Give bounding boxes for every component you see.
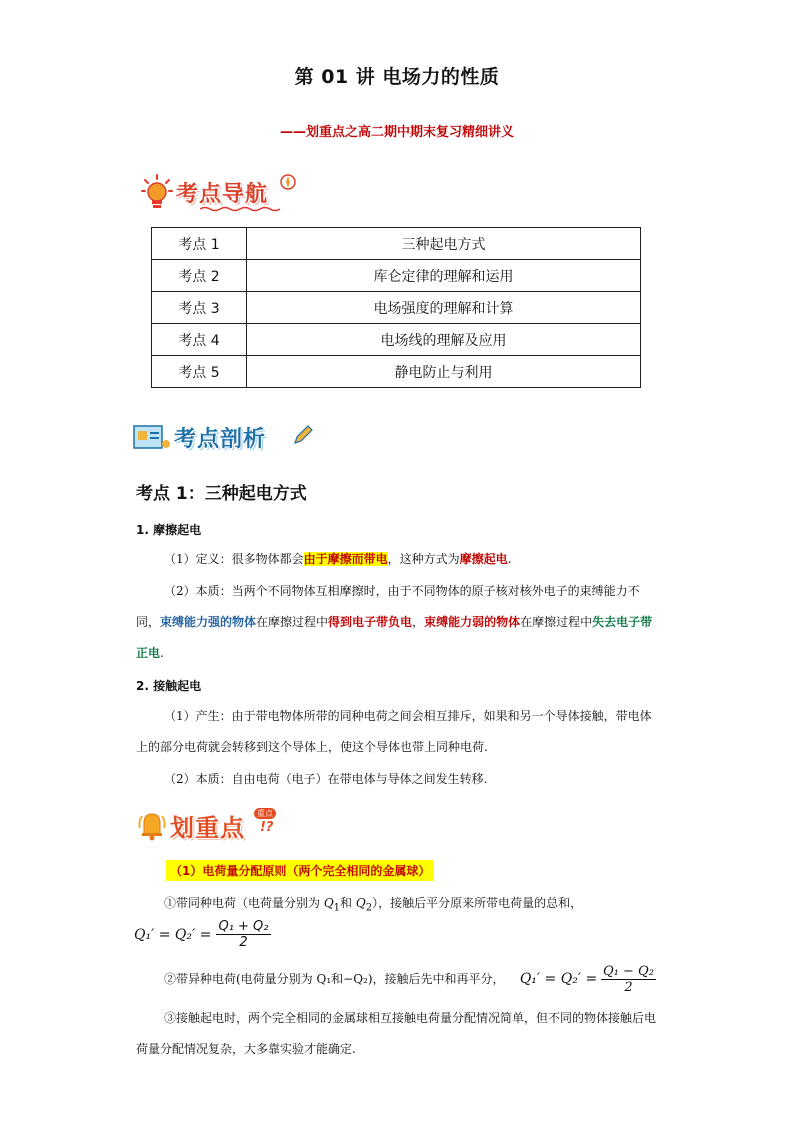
fraction-numerator: Q₁ + Q₂	[218, 919, 269, 934]
analysis-banner	[132, 420, 317, 456]
contact-essence: （2）本质：自由电荷（电子）在带电体与导体之间发生转移.	[164, 772, 488, 786]
text-run: 在摩擦过程中	[256, 615, 329, 629]
key-marks: !?	[260, 820, 274, 835]
board-icon	[132, 422, 172, 454]
contact-generation: （1）产生：由于带电物体所带的同种电荷之间会相互排斥，如果和另一个导体接触，带电体上的部分电荷就会转移到这个导体上，使这个导体也带上同种电荷.	[136, 709, 652, 754]
bell-icon	[136, 808, 168, 842]
emphasis-text: 束缚能力强的物体	[160, 615, 257, 629]
text-run: （1）定义：很多物体都会	[164, 552, 304, 566]
key-banner	[136, 806, 286, 846]
text-run: .	[507, 552, 512, 566]
nav-banner-text: 考点导航	[176, 182, 269, 207]
page-title: 第 01 讲 电场力的性质	[294, 66, 500, 88]
text-run: （2）本质：当两个不同物体互相摩擦时，由于不同物体的原子核对核外电子的束缚能力不同，	[136, 584, 640, 629]
formula-fraction	[601, 964, 656, 995]
topic-nav-table	[151, 227, 641, 388]
keypoint-note: ③接触起电时，两个完全相同的金属球相互接触电荷量分配情况简单，但不同的物体接触后电荷量分配情况复杂，大多靠实验才能确定.	[136, 1011, 657, 1056]
text-run: 和	[340, 896, 356, 910]
key-badge: 重点	[254, 808, 276, 819]
topic-title: 电场强度的理解和计算	[247, 292, 641, 324]
text-run: ，	[412, 615, 425, 629]
table-row	[152, 292, 641, 324]
text-run: ，这种方式为	[387, 552, 460, 566]
analysis-banner-text: 考点剖析	[174, 427, 267, 452]
subscript: 1	[333, 902, 341, 914]
fraction-numerator: Q₁ − Q₂	[603, 964, 654, 979]
lightbulb-icon	[140, 174, 174, 214]
section-heading: 考点 1：三种起电方式	[136, 484, 307, 504]
text-run: ），接触后平分原来所带电荷量的总和，	[372, 896, 583, 910]
pencil-icon	[292, 424, 314, 446]
fraction-denominator: 2	[239, 935, 248, 950]
page-subtitle: ——划重点之高二期中期末复习精细讲义	[279, 125, 514, 140]
topic-title: 电场线的理解及应用	[247, 324, 641, 356]
keypoint-opposite-charge	[136, 964, 676, 995]
topic-label: 考点 2	[152, 260, 247, 292]
text-run: .	[160, 646, 164, 660]
emphasis-text: 得到电子带负电	[328, 615, 413, 629]
topic-title: 静电防止与利用	[247, 356, 641, 388]
topic-label: 考点 1	[152, 228, 247, 260]
emphasis-text: 失去电子带正电	[136, 615, 653, 660]
formula-lhs: Q₁′ = Q₂′ =	[519, 971, 598, 987]
topic-title: 三种起电方式	[247, 228, 641, 260]
compass-icon	[280, 174, 296, 190]
formula-same-charge	[134, 919, 271, 950]
keypoint-heading: （1）电荷量分配原则（两个完全相同的金属球）	[166, 860, 434, 881]
wavy-underline	[200, 206, 280, 212]
table-row	[152, 356, 641, 388]
formula-fraction	[216, 919, 270, 950]
topic-label: 考点 5	[152, 356, 247, 388]
text-run: ②带异种电荷(电荷量分别为 Q₁和−Q₂)，接触后先中和再平分，	[164, 972, 505, 986]
subscript: 2	[365, 902, 373, 914]
text-run: 在摩擦过程中	[520, 615, 593, 629]
topic-title: 库仑定律的理解和运用	[247, 260, 641, 292]
fraction-denominator: 2	[624, 980, 633, 995]
emphasis-text: 束缚能力弱的物体	[424, 615, 521, 629]
table-row	[152, 260, 641, 292]
contact-title: 2. 接触起电	[136, 679, 202, 693]
friction-definition	[136, 544, 660, 575]
nav-banner	[140, 174, 300, 210]
symbol-q: Q	[323, 896, 334, 910]
formula-lhs: Q₁′ = Q₂′ =	[134, 927, 212, 943]
table-row	[152, 228, 641, 260]
topic-label: 考点 3	[152, 292, 247, 324]
text-run: ①带同种电荷（电荷量分别为	[164, 896, 324, 910]
symbol-q: Q	[355, 896, 366, 910]
highlight-text: 由于摩擦而带电	[303, 552, 388, 566]
key-banner-text: 划重点	[170, 814, 245, 842]
friction-title: 1. 摩擦起电	[136, 523, 202, 537]
emphasis-text: 摩擦起电	[459, 552, 508, 566]
topic-label: 考点 4	[152, 324, 247, 356]
table-row	[152, 324, 641, 356]
friction-essence	[136, 576, 660, 669]
